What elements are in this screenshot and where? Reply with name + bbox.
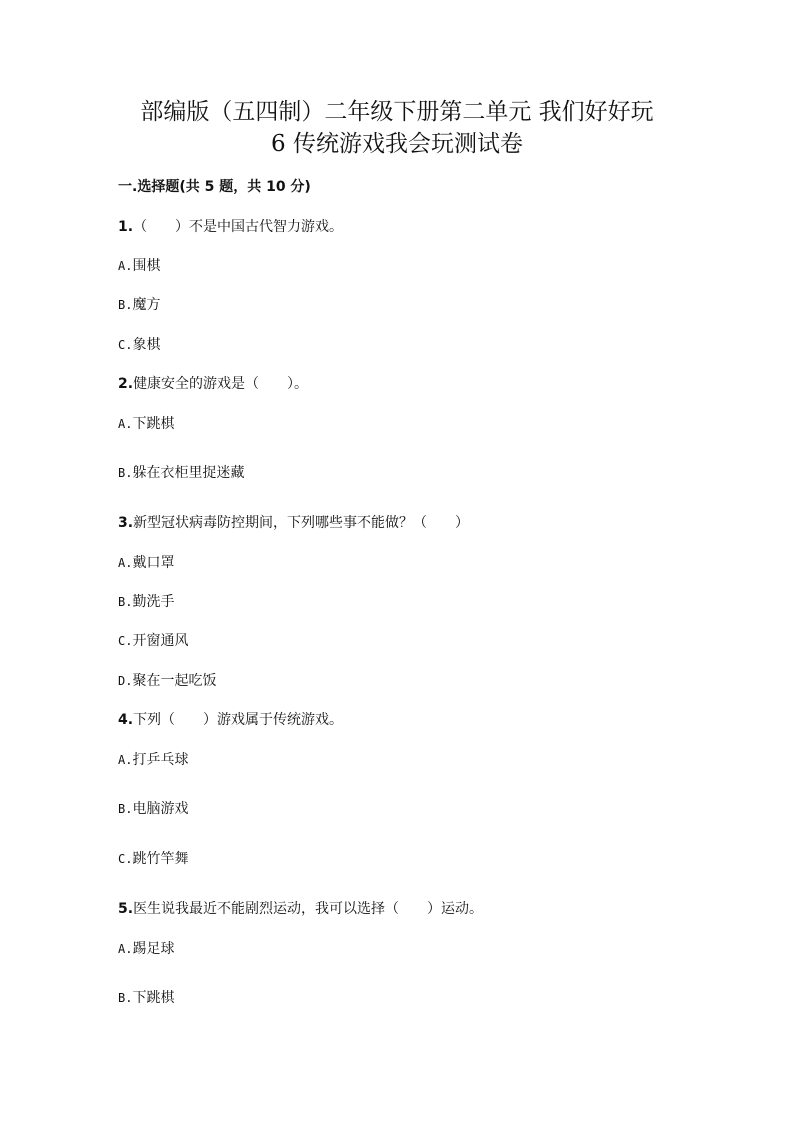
question-2 [118, 374, 308, 394]
option-letter: A. [118, 556, 133, 570]
question-text: 新型冠状病毒防控期间，下列哪些事不能做？（ ） [133, 515, 470, 531]
question-text: 下列（ ）游戏属于传统游戏。 [133, 712, 344, 728]
question-text: 医生说我最近不能剧烈运动，我可以选择（ ）运动。 [133, 901, 484, 917]
option-text: 魔方 [132, 297, 161, 313]
option-text: 勤洗手 [132, 594, 175, 610]
question-4 [118, 710, 343, 730]
option-letter: A. [118, 942, 133, 956]
option-1-b [118, 295, 160, 315]
question-3 [118, 513, 469, 533]
question-number: 2. [118, 376, 134, 392]
option-3-d [118, 671, 216, 691]
question-number: 4. [118, 712, 134, 728]
option-letter: C. [118, 338, 133, 352]
option-letter: B. [118, 298, 133, 312]
option-text: 踢足球 [132, 941, 175, 957]
option-letter: A. [118, 417, 133, 431]
option-3-c [118, 631, 188, 651]
option-letter: B. [118, 466, 133, 480]
option-letter: B. [118, 991, 133, 1005]
option-letter: C. [118, 852, 133, 866]
option-text: 下跳棋 [132, 990, 175, 1006]
question-number: 1. [118, 219, 134, 235]
option-text: 打乒乓球 [132, 752, 189, 768]
option-1-c [118, 335, 160, 355]
question-text: 健康安全的游戏是（ ）。 [133, 376, 309, 392]
option-letter: A. [118, 259, 133, 273]
option-text: 聚在一起吃饭 [132, 673, 217, 689]
option-3-a [118, 553, 174, 573]
option-text: 戴口罩 [132, 555, 175, 571]
option-4-c [118, 849, 188, 869]
option-text: 象棋 [132, 337, 161, 353]
option-letter: B. [118, 595, 133, 609]
option-2-b [118, 463, 244, 483]
option-1-a [118, 256, 160, 276]
option-text: 开窗通风 [132, 633, 189, 649]
question-number: 5. [118, 901, 134, 917]
section-heading: 一.选择题(共 5 题，共 10 分) [118, 179, 311, 195]
exam-title-line-2: 6 传统游戏我会玩测试卷 [271, 131, 523, 157]
option-text: 电脑游戏 [132, 801, 189, 817]
option-text: 围棋 [132, 258, 161, 274]
option-5-a [118, 939, 174, 959]
option-letter: D. [118, 674, 133, 688]
question-number: 3. [118, 515, 134, 531]
exam-title-line-1: 部编版（五四制）二年级下册第二单元 我们好好玩 [140, 99, 654, 125]
option-4-a [118, 750, 188, 770]
question-5 [118, 899, 483, 919]
option-letter: A. [118, 753, 133, 767]
option-text: 跳竹竿舞 [132, 851, 189, 867]
option-3-b [118, 592, 174, 612]
option-text: 下跳棋 [132, 416, 175, 432]
option-letter: B. [118, 802, 133, 816]
option-letter: C. [118, 634, 133, 648]
option-text: 躲在衣柜里捉迷藏 [132, 465, 245, 481]
question-1 [118, 217, 343, 237]
question-text: （ ）不是中国古代智力游戏。 [133, 219, 344, 235]
option-2-a [118, 414, 174, 434]
option-4-b [118, 799, 188, 819]
option-5-b [118, 988, 174, 1008]
